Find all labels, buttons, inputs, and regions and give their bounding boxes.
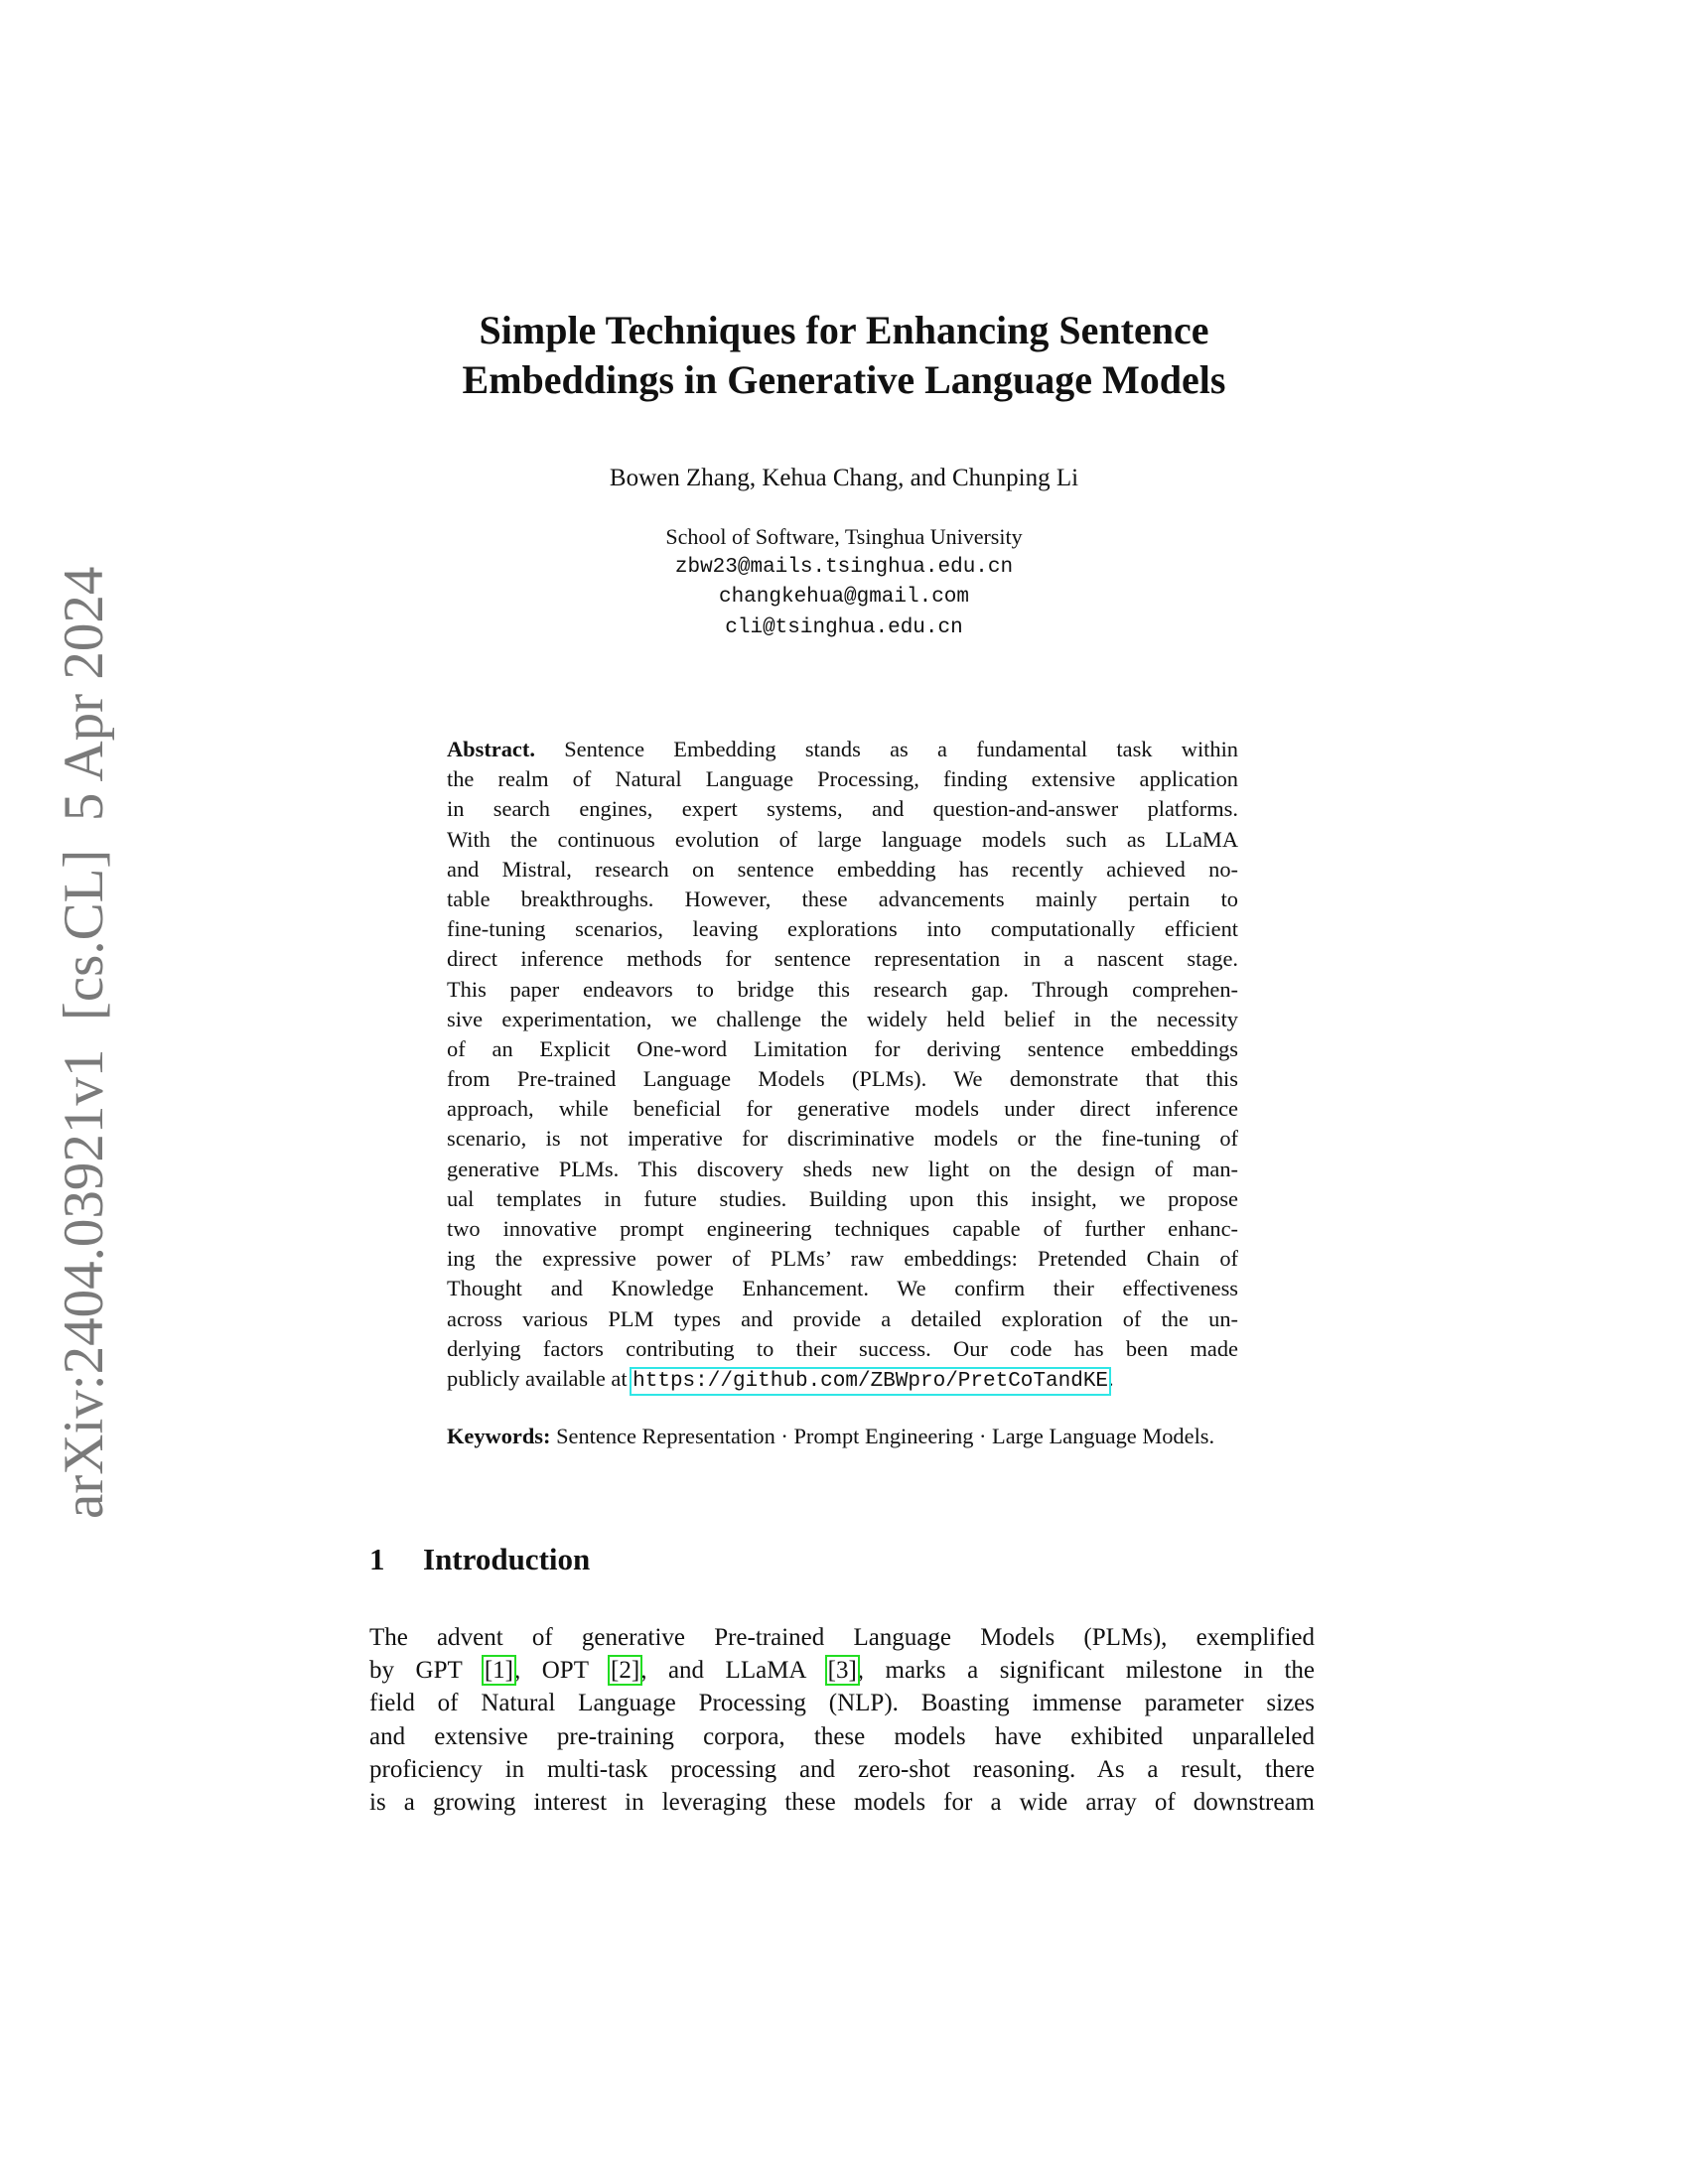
abstract-line: Abstract. Sentence Embedding stands as a fundamental task within — [447, 737, 1238, 761]
introduction-body — [369, 1621, 1315, 1819]
abstract-label: Abstract. — [447, 737, 535, 761]
abstract-line: across various PLM types and provide a detailed exploration of the un- — [447, 1305, 1238, 1331]
abstract-line: With the continuous evolution of large language models such as LLaMA — [447, 826, 1238, 852]
arxiv-identifier-stamp: arXiv:2404.03921v1 [cs.CL] 5 Apr 2024 — [53, 566, 115, 1519]
abstract-line: two innovative prompt engineering techniques capable of further enhanc- — [447, 1216, 1238, 1241]
affiliation-block — [0, 522, 1688, 643]
keywords — [447, 1422, 1238, 1451]
abstract-line: scenario, is not imperative for discriminative models or the fine-tuning of — [447, 1126, 1238, 1152]
title-line-2: Embeddings in Generative Language Models — [462, 357, 1226, 402]
author-list: Bowen Zhang, Kehua Chang, and Chunping Li — [609, 465, 1079, 491]
intro-line: is a growing interest in leveraging these models for a wide array of downstream — [369, 1788, 1315, 1816]
abstract-line: derlying factors contributing to their success. Our code has been made — [447, 1335, 1238, 1361]
abstract-line: fine-tuning scenarios, leaving explorations into computationally efficient — [447, 916, 1238, 942]
citation-2-link[interactable]: [2] — [611, 1657, 640, 1685]
abstract-line: table breakthroughs. However, these advancements mainly pertain to — [447, 886, 1238, 911]
abstract-line: Thought and Knowledge Enhancement. We confirm their effectiveness — [447, 1276, 1238, 1301]
abstract-line: the realm of Natural Language Processing, finding extensive application — [447, 766, 1238, 792]
abstract-line: ual templates in future studies. Building upon this insight, we propose — [447, 1185, 1238, 1211]
abstract-line: publicly available at https://github.com/ZBWpro/PretCoTandKE. — [447, 1365, 1114, 1393]
citation-3-link[interactable]: [3] — [827, 1657, 857, 1685]
keywords-label: Keywords: — [447, 1424, 551, 1448]
abstract-line: This paper endeavors to bridge this research gap. Through comprehen- — [447, 976, 1238, 1002]
intro-line: and extensive pre-training corpora, these models have exhibited unparalleled — [369, 1722, 1315, 1750]
abstract-line: of an Explicit One-word Limitation for deriving sentence embeddings — [447, 1035, 1238, 1061]
abstract-line: from Pre-trained Language Models (PLMs). We demonstrate that this — [447, 1066, 1238, 1092]
intro-line: The advent of generative Pre-trained Language Models (PLMs), exemplified — [369, 1624, 1315, 1651]
section-title: Introduction — [423, 1542, 591, 1576]
abstract — [447, 735, 1238, 1394]
code-repository-link[interactable]: https://github.com/ZBWpro/PretCoTandKE — [633, 1369, 1109, 1393]
intro-line: by GPT [1], OPT [2], and LLaMA [3], marks a significant milestone in the — [369, 1657, 1316, 1685]
institution: School of Software, Tsinghua University — [665, 524, 1023, 549]
intro-line: field of Natural Language Processing (NLP). Boasting immense parameter sizes — [369, 1690, 1315, 1717]
paper-title — [0, 306, 1688, 405]
citation-1-link[interactable]: [1] — [484, 1657, 513, 1685]
abstract-line: in search engines, expert systems, and question-and-answer platforms. — [447, 796, 1238, 822]
abstract-line: approach, while beneficial for generative models under direct inference — [447, 1096, 1238, 1122]
email-2: changkehua@gmail.com — [718, 586, 970, 609]
email-1: zbw23@mails.tsinghua.edu.cn — [674, 555, 1014, 579]
abstract-line: direct inference methods for sentence representation in a nascent stage. — [447, 946, 1238, 972]
abstract-line: generative PLMs. This discovery sheds new light on the design of man- — [447, 1156, 1238, 1181]
abstract-line: and Mistral, research on sentence embedding has recently achieved no- — [447, 856, 1238, 882]
intro-line: proficiency in multi-task processing and zero-shot reasoning. As a result, there — [369, 1755, 1315, 1783]
email-3: cli@tsinghua.edu.cn — [725, 615, 963, 639]
section-number: 1 — [369, 1542, 385, 1576]
abstract-line: ing the expressive power of PLMs’ raw embeddings: Pretended Chain of — [447, 1246, 1238, 1272]
section-heading-introduction — [369, 1542, 590, 1577]
abstract-line: sive experimentation, we challenge the widely held belief in the necessity — [447, 1006, 1238, 1031]
keywords-text: Sentence Representation · Prompt Engineering · Large Language Models. — [550, 1424, 1215, 1448]
title-line-1: Simple Techniques for Enhancing Sentence — [479, 308, 1209, 352]
